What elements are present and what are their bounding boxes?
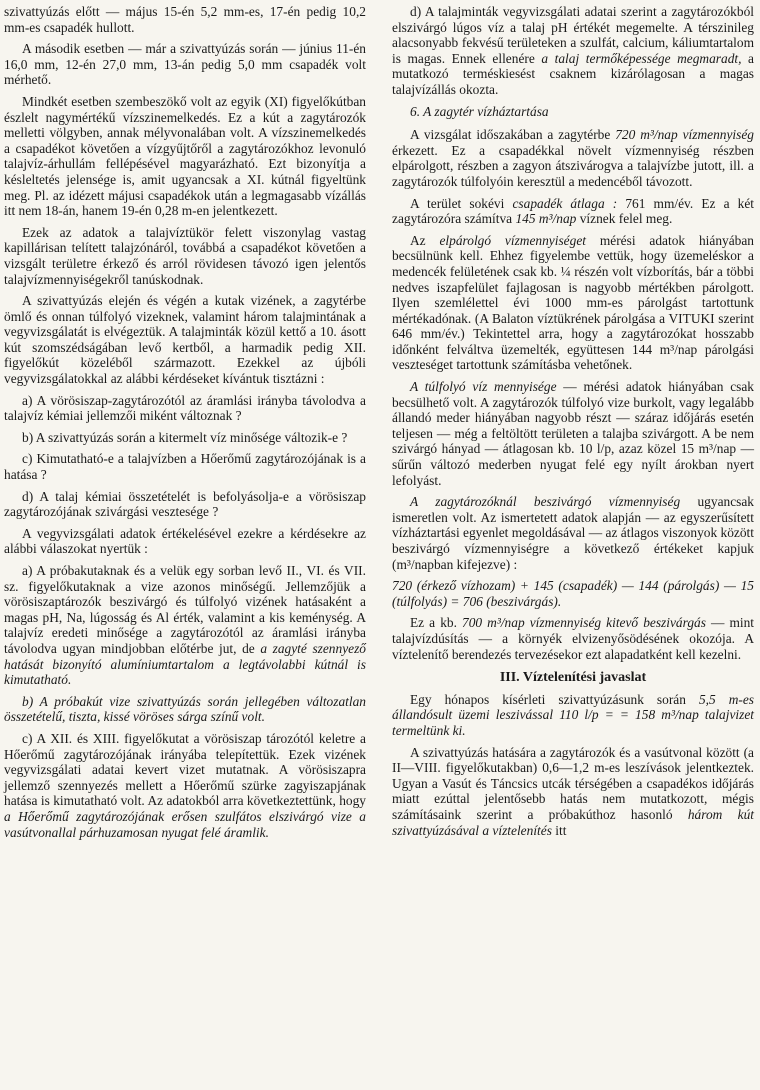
paragraph	[392, 494, 754, 572]
text: — mint talajvízdúsítás — a környék elvizenyősödésének okozója. A víztelenítő berendezés tervezésekor ezt alapadatként kell kezelni.	[392, 615, 755, 662]
question-c: c) Kimutatható-e a talajvízben a Hőerőmű zagytározójának is a hatása ?	[4, 451, 366, 483]
text: A terület sokévi	[410, 195, 513, 211]
answer-a-text: a) A próbakutaknak és a velük egy sorban levő II., VI. és VII. sz. figyelőkutaknak a vize azonos minőségű. Jellemzőjük a vörösiszaptározók beszivárgó és túlfolyó vizének hatásaként a magas pH, Na, lúgosság és Al érték, valamint a kis keménység. A talajvíz eredeti minősége a zagytározótól az áramlási irányba távolodva ugyan mindjobban előtérbe jut, de	[4, 563, 366, 656]
paragraph	[392, 615, 754, 662]
answer-d-emphasis: a talaj termőképessége megmaradt,	[541, 50, 742, 66]
answer-c-text: c) A XII. és XIII. figyelőkutat a vörösiszap tározótól keletre a Hőerőmű zagytározójának irányába telepítettük. Ezek vizének vegyvizsgálati adatai kevert vizet mutatnak. A vörösiszapra jellemző szennyezés mellett a Hőerőmű szürke zagyiszapjának hatása is kimutatható volt. Az adatokból arra következtettünk, hogy	[4, 730, 366, 809]
text: itt	[551, 822, 567, 838]
emphasis: 145 m³/nap	[515, 211, 577, 227]
answer-c-emphasis: a Hőerőmű zagytározójának erősen szulfátos elszivárgó vize a vasútvonallal párhuzamosan nyugat felé áramlik.	[4, 808, 366, 840]
answer-b: b) A próbakút vize szivattyúzás során jellegében változatlan összetételű, tiszta, kissé vöröses sárga színű volt.	[4, 693, 366, 725]
answer-d-text: d) A talajminták vegyvizsgálati adatai szerint a zagytározókból elszivárgó lúgos víz a talaj pH értékét megemelte. A térszinileg alacsonyabb fekvésű területeken a szulfát, calcium, káliumtartalom is magas. Ennek ellenére	[392, 4, 754, 66]
answer-a	[4, 563, 366, 688]
paragraph	[392, 745, 754, 839]
emphasis: három kút szivattyúzásával a víztelenítés	[392, 806, 754, 838]
emphasis: 5,5 m-es állandósult üzemi leszivással 110 l/p = = 158 m³/nap talajvizet termeltünk ki.	[392, 691, 754, 738]
text: — mérési adatok hiányában csak becsülhető volt. A zagytározók túlfolyó vize burkolt, vagy legalább állandó meder hiányában nagyobb részt — száraz időjárás esetén teljesen — még a feltöltött területen a talajba szivárgott. A be nem szivárgó hányad — átlagosan kb. 10 l/p, azaz közel 15 m³/nap — sűrűn változó mederben nyugat felé egy nyílt árokban nyert lefolyást.	[392, 379, 754, 488]
question-d: d) A talaj kémiai összetételét is befolyásolja-e a vörösiszap zagytározójának szivárgási vesztesége ?	[4, 488, 366, 520]
text: érkezett. Ez a csapadékkal növelt vízmennyiség részben elpárolgott, részben a zagyon átszivárogva a talajvízbe jutott, ill. a zagytározók túlfolyóin keresztül a medencéből távozott.	[392, 142, 754, 189]
chapter-heading: III. Víztelenítési javaslat	[499, 670, 647, 686]
text: ugyancsak ismeretlen volt. Az ismertetett adatok alapján — az egyszerűsített vízháztartási egyenlet megoldásával — az átlagos viszonyok között beszivárgó vízmennyiségre a következő értékeket kapjuk (m³/napban kifejezve) :	[392, 494, 754, 572]
right-column	[392, 4, 754, 844]
paragraph	[392, 196, 754, 227]
emphasis: A zagytározóknál beszivárgó vízmennyiség	[410, 494, 681, 510]
question-a: a) A vörösiszap-zagytározótól az áramlási irányba távolodva a talajvíz kémiai jellemzői miként változnak ?	[4, 392, 366, 424]
paragraph: Mindkét esetben szembeszökő volt az egyik (XI) figyelőkútban észlelt nagymértékű vízszinemelkedés. Ez a kút a zagytározók melletti völgyben, annak mélyvonalában volt. A vízszinemelkedés a csapadékot követően a vízgyűjtőről a zagytározókhoz levonuló talajvíz-árhullám fellépésével magyarázható. Ezt bizonyítja a késleltetés jelensége is, amit ugyancsak a XI. kútnál figyeltünk meg. Pl. az idézett májusi csapadékok után a legmagasabb vízállás itt nem 18-án, hanem 19-én 0,28 m-en jelentkezett.	[4, 93, 366, 219]
left-column	[4, 4, 366, 846]
emphasis: elpárolgó vízmennyiséget	[439, 232, 586, 248]
section-heading: 6. A zagytér vízháztartása	[410, 103, 549, 119]
text: Ez a kb.	[410, 615, 462, 631]
text: mérési adatok hiányában becsülnünk kell. Ehhez figyelembe vettük, hogy üzemeléskor a medencék felületének csak kb. ¼ részén volt vízborítás, bár a többi nedves iszapfelület fajlagosan is nagyobb mértékben párolgott. Ilyen szemlélettel évi 1000 mm-es párolgást tartottunk mértékadónak. (A Balaton víztükrének párolgása a VITUKI szerint 646 mm/év.) Tekintettel arra, hogy a zagytározókat hosszabb időnként felváltva üzemelték, együttesen 144 m³/nap párolgási veszteséget tartottunk számításba vehetőnek.	[392, 232, 754, 373]
emphasis: csapadék átlaga :	[512, 195, 618, 211]
text: Az	[410, 232, 440, 248]
answer-c	[4, 731, 366, 840]
text: 761 mm/év. Ez a két zagytározóra számítva	[392, 195, 755, 227]
text: A szivattyúzás hatására a zagytározók és a vasútvonal között (a II—VIII. figyelőkutakban) 0,6—1,2 m-es leszívások jelentkeztek. Ugyan a Vasút és Táncsics utcák térségében a csapadékos időjárás miatt ezúttal jelentősebb hatás nem mutatkozott, mégis számításaink szerint a próbakúthoz hasonló	[392, 744, 754, 822]
question-b: b) A szivattyúzás során a kitermelt víz minősége változik-e ?	[22, 429, 348, 445]
paragraph	[392, 233, 754, 373]
paragraph: Ezek az adatok a talajvíztükör felett viszonylag vastag kapillárisan telített talajzónáról, továbbá a csapadékot követően a vizsgált területre érkező és arról rövidesen távozó igen jelentős talajvízmennyiségekről tanúskodnak.	[4, 224, 366, 287]
paragraph: A második esetben — már a szivattyúzás során — június 11-én 16,0 mm, 12-én 27,0 mm, 13-án pedig 5,0 mm csapadék volt mérhető.	[4, 41, 366, 88]
text: A vizsgálat időszakában a zagytérbe	[410, 127, 616, 143]
paragraph: A vegyvizsgálati adatok értékelésével ezekre a kérdésekre az alábbi válaszokat nyertük :	[4, 525, 366, 557]
paragraph	[392, 379, 754, 488]
emphasis: 720 m³/nap vízmennyiség	[615, 127, 754, 143]
text: Egy hónapos kísérleti szivattyúzásunk során	[410, 691, 699, 707]
emphasis: 700 m³/nap vízmennyiség kitevő beszivárgás	[462, 615, 706, 631]
answer-a-emphasis: a zagyté szennyező hatását bizonyító alumíniumtartalom a legtávolabbi kútnál is kimutatható.	[4, 640, 366, 688]
water-balance-equation: 720 (érkező vízhozam) + 145 (csapadék) — 144 (párolgás) — 15 (túlfolyás) = 706 (beszivárgás).	[392, 578, 754, 609]
paragraph	[392, 692, 754, 739]
paragraph: A szivattyúzás elején és végén a kutak vizének, a zagytérbe ömlő és onnan túlfolyó vizeknek, valamint három talajmintának a vegyvizsgálatát is elvégeztük. A talajminták közül kettő a 10. ásott kút szomszédságában levő kertből, a harmadik pedig XII. figyelőkút közeléből származott. Ezekkel az újbóli vegyvizsgálatokkal az alábbi kérdéseket kívántuk tisztázni :	[4, 293, 366, 387]
paragraph: szivattyúzás előtt — május 15-én 5,2 mm-es, 17-én pedig 10,2 mm-es csapadék hullott.	[4, 4, 366, 35]
answer-d-text-end: a mutatkozó terméskiesést csaknem kizárólagosan a magas talajvízállás okozta.	[392, 50, 754, 97]
emphasis: A túlfolyó víz mennyisége	[410, 379, 557, 395]
paragraph	[392, 127, 754, 189]
text: víznek felel meg.	[576, 211, 673, 227]
answer-d	[392, 4, 754, 98]
